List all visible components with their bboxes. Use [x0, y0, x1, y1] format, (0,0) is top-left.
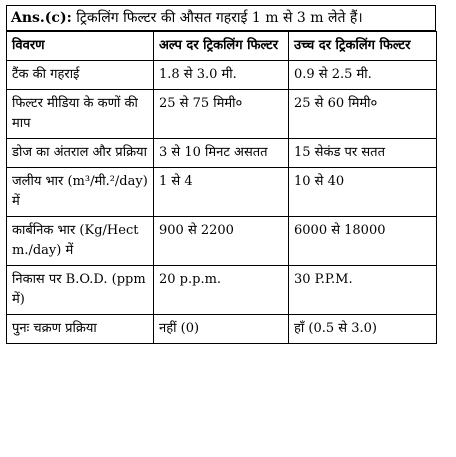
table-cell: 25 से 60 मिमी०: [289, 90, 437, 139]
table-cell: 30 P.P.M.: [289, 266, 437, 315]
table-row: [7, 168, 437, 217]
table-cell: नहीं (0): [154, 315, 289, 344]
header-cell: अल्प दर ट्रिकलिंग फिल्टर: [154, 32, 289, 61]
table-row: [7, 61, 437, 90]
table-cell: 0.9 से 2.5 मी.: [289, 61, 437, 90]
table-cell: डोज का अंतराल और प्रक्रिया: [7, 139, 154, 168]
header-cell: विवरण: [7, 32, 154, 61]
table-cell: निकास पर B.O.D. (ppm में): [7, 266, 154, 315]
table-row: [7, 90, 437, 139]
table-cell: हाँ (0.5 से 3.0): [289, 315, 437, 344]
table-row: [7, 217, 437, 266]
table-cell: 1.8 से 3.0 मी.: [154, 61, 289, 90]
table-cell: फिल्टर मीडिया के कणों की माप: [7, 90, 154, 139]
answer-label: Ans.(c):: [11, 10, 72, 26]
table-cell: कार्बनिक भार (Kg/Hect m./day) में: [7, 217, 154, 266]
answer-line: [6, 5, 436, 31]
table-cell: 15 सेकंड पर सतत: [289, 139, 437, 168]
header-cell: उच्च दर ट्रिकलिंग फिल्टर: [289, 32, 437, 61]
table-cell: टैंक की गहराई: [7, 61, 154, 90]
table-cell: जलीय भार (m³/मी.²/day) में: [7, 168, 154, 217]
table-cell: 6000 से 18000: [289, 217, 437, 266]
table-cell: 20 p.p.m.: [154, 266, 289, 315]
answer-text: ट्रिकलिंग फिल्टर की औसत गहराई 1 m से 3 m लेते हैं।: [76, 10, 363, 26]
table-cell: 10 से 40: [289, 168, 437, 217]
table-row: [7, 266, 437, 315]
table-row: [7, 139, 437, 168]
table-cell: 3 से 10 मिनट असतत: [154, 139, 289, 168]
table-cell: 1 से 4: [154, 168, 289, 217]
table-header-row: [7, 32, 437, 61]
table-cell: 900 से 2200: [154, 217, 289, 266]
table-cell: 25 से 75 मिमी०: [154, 90, 289, 139]
table-row: [7, 315, 437, 344]
comparison-table: [6, 31, 437, 344]
table-cell: पुनः चक्रण प्रक्रिया: [7, 315, 154, 344]
